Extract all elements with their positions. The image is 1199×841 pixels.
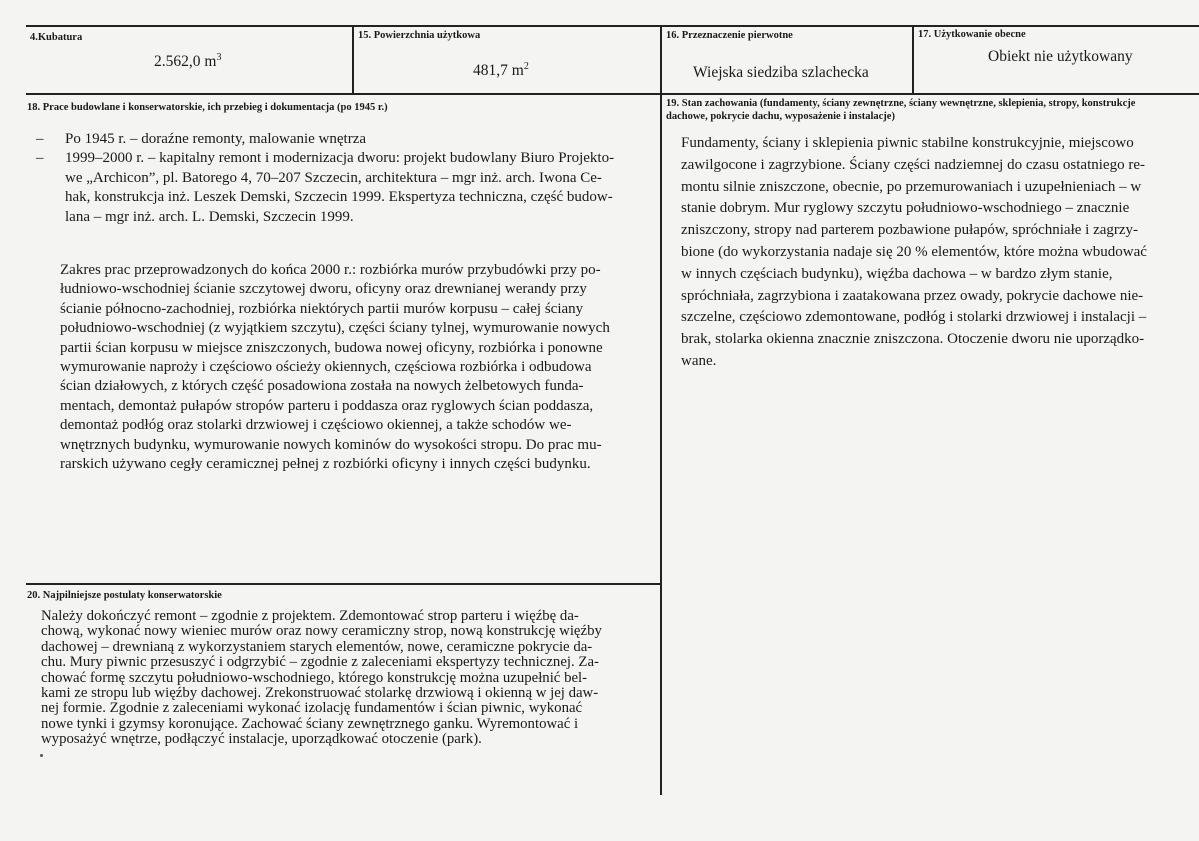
kubatura-label: 4.Kubatura: [30, 32, 83, 43]
prace-budowlane-label: 18. Prace budowlane i konserwatorskie, ich przebieg i dokumentacja (po 1945 r.): [27, 102, 388, 113]
stan-zachowania-text: Fundamenty, ściany i sklepienia piwnic stabilne konstrukcyjnie, miejscowo zawilgocone i zagrzybione. Ściany części nadziemnej do czasu ostatniego re- montu silnie zniszczone, obecnie, po przemurowaniach i uzupełnieniach – w stanie dobrym. Mur ryglowy szczytu południowo-wschodniego – znacznie zniszczony, stropy nad parterem pozbawione pułapów, spróchniałe i zagrzy- bione (do wykorzystania nadaje się 20 % elementów, które można wbudować w innych częściach budynku), więźba dachowa – w bardzo złym stanie, spróchniała, zagrzybiona i zaatakowana przez owady, pokrycie dachowe nie- szczelne, częściowo zdemontowane, podłóg i stolarki drzwiowej i instalacji – brak, stolarka okienna znacznie zniszczona. Otoczenie dworu nie uporządko- wane.: [681, 135, 1147, 369]
section18-bottom-border: [26, 583, 662, 585]
uzytkowanie-label: 17. Użytkowanie obecne: [918, 29, 1026, 40]
prace-budowlane-list: [28, 130, 638, 227]
postulaty-label: 20. Najpilniejsze postulaty konserwatorskie: [27, 590, 222, 601]
kubatura-number: 2.562,0 m: [154, 53, 217, 71]
top-border: [26, 25, 1199, 27]
powierzchnia-unit-exponent: 2: [523, 61, 529, 72]
stan-zachowania-label: 19. Stan zachowania (fundamenty, ściany zewnętrzne, ściany wewnętrzne, sklepienia, stropy, konstrukcje dachowe, pokrycie dachu, wyposażenie i instalacje): [666, 98, 1136, 122]
powierzchnia-value: [473, 61, 529, 80]
list-item: – 1999–2000 r. – kapitalny remont i modernizacja dworu: projekt budowlany Biuro Projekto- we „Archicon”, pl. Batorego 4, 70–207 Szczecin, architektura – mgr inż. arch. Iwona Ce- hak, konstrukcja inż. Leszek Demski, Szczecin 1999. Ekspertyza techniczna, część budow- lana – mgr inż. arch. L. Demski, Szczecin 1999.: [28, 149, 638, 227]
powierzchnia-label: 15. Powierzchnia użytkowa: [358, 30, 481, 41]
divider-14-15: [352, 25, 354, 95]
przeznaczenie-label: 16. Przeznaczenie pierwotne: [666, 30, 793, 41]
postulaty-text: Należy dokończyć remont – zgodnie z projektem. Zdemontować strop parteru i więźbę da- chową, wykonać nowy wieniec murów oraz nowy ceramiczny strop, nową konstrukcję więźby dachowej – drewnianą z wykorzystaniem starych elementów, nowe, ceramiczne pokrycie da- chu. Mury piwnic przesuszyć i odgrzybić – zgodnie z zaleceniami ekspertyzy technicznej. Za- chować formę szczytu południowo-wschodniego, którego konstrukcję można uzupełnić bel- kami ze stropu lub więźby dachowej. Zrekonstruować stolarkę drzwiową i okienną w jej daw- nej formie. Zgodnie z zaleceniami wykonać izolację fundamentów i ścian piwnic, wykonać nowe tynki i gzymsy koronujące. Zachować ściany zewnętrznego ganku. Wyremontować i wyposażyć wnętrze, podłączyć instalacje, uporządkować otoczenie (park).: [41, 608, 602, 748]
powierzchnia-number: 481,7 m: [473, 62, 524, 80]
kubatura-value: [154, 52, 221, 71]
divider-main: [660, 25, 662, 795]
row1-bottom-border: [26, 93, 1199, 95]
prace-budowlane-paragraph: Zakres prac przeprowadzonych do końca 2000 r.: rozbiórka murów przybudówki przy po- łudniowo-wschodniej ścianie szczytowej dworu, oficyny oraz drewnianej werandy przy ścianie północno-zachodniej, rozbiórka niektórych partii murów korpusu – całej ściany południowo-wschodniej (z wyjątkiem szczytu), części ściany tylnej, wymurowanie nowych partii ścian korpusu w miejsce zniszczonych, budowa nowej oficyny, rozbiórka i ponowne wymurowanie naproży i częściowo ościeży okiennych, częściowa rozbiórka i odbudowa ścian działowych, z których część posadowiona została na nowych żelbetowych funda- mentach, demontaż pułapów stropów parteru i poddasza oraz ryglowych ścian poddasza, demontaż podłóg oraz stolarki drzwiowej i częściowo okiennej, a także schodów we- wnętrznych budynku, wymurowanie nowych kominów do wysokości stropu. Do prac mu- rarskich używano cegły ceramicznej pełnej z rozbiórki oficyny i innych części budynku.: [60, 262, 610, 473]
list-item: – Po 1945 r. – doraźne remonty, malowanie wnętrza: [28, 130, 638, 149]
divider-16-17: [912, 25, 914, 95]
stray-mark: [40, 754, 43, 757]
kubatura-unit-exponent: 3: [216, 52, 222, 63]
przeznaczenie-value: Wiejska siedziba szlachecka: [693, 64, 869, 81]
uzytkowanie-value: Obiekt nie użytkowany: [988, 48, 1133, 65]
